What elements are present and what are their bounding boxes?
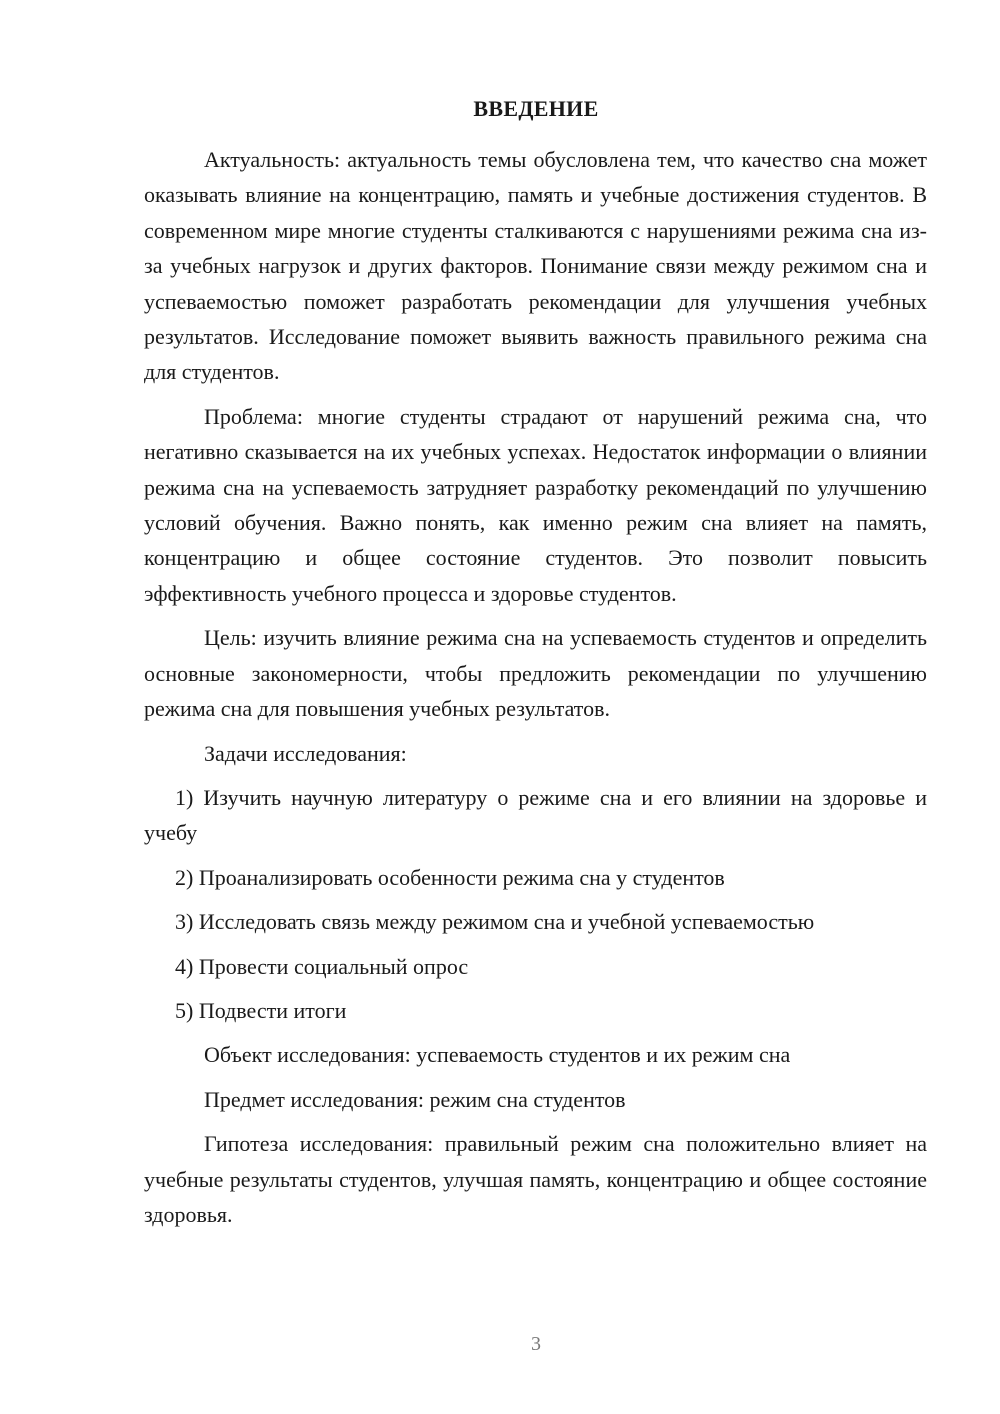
paragraph-relevance: Актуальность: актуальность темы обусловлена тем, что качество сна может оказывать влияние на концентрацию, память и учебные достижения студентов. В современном мире многие студенты сталкиваются с нарушениями режима сна из-за учебных нагрузок и других факторов. Понимание связи между режимом сна и успеваемостью поможет разработать рекомендации для улучшения учебных результатов. Исследование поможет выявить важность правильного режима сна для студентов. [144, 147, 927, 385]
paragraph-subject: Предмет исследования: режим сна студентов [204, 1086, 626, 1112]
document-body [144, 142, 927, 1241]
paragraph-goal: Цель: изучить влияние режима сна на успеваемость студентов и определить основные закономерности, чтобы предложить рекомендации по улучшению режима сна для повышения учебных результатов. [144, 625, 927, 722]
paragraph-hypothesis: Гипотеза исследования: правильный режим сна положительно влияет на учебные результаты студентов, улучшая память, концентрацию и общее состояние здоровья. [144, 1131, 927, 1227]
page-title: ВВЕДЕНИЕ [473, 96, 599, 121]
list-item: 2) Проанализировать особенности режима сна у студентов [175, 864, 725, 890]
paragraph-object: Объект исследования: успеваемость студентов и их режим сна [204, 1042, 791, 1068]
paragraph-problem: Проблема: многие студенты страдают от нарушений режима сна, что негативно сказывается на их учебных успехах. Недостаток информации о влиянии режима сна на успеваемость затрудняет разработку рекомендаций по улучшению условий обучения. Важно понять, как именно режим сна влияет на память, концентрацию и общее состояние студентов. Это позволит повысить эффективность учебного процесса и здоровье студентов. [144, 403, 927, 606]
list-item: 3) Исследовать связь между режимом сна и учебной успеваемостью [175, 909, 815, 935]
list-item: 1) Изучить научную литературу о режиме сна и его влиянии на здоровье и учебу [144, 784, 927, 846]
page-number: 3 [531, 1333, 541, 1355]
list-item: 5) Подвести итоги [175, 997, 347, 1023]
paragraph-tasks-heading: Задачи исследования: [204, 740, 407, 766]
list-item: 4) Провести социальный опрос [175, 953, 469, 979]
